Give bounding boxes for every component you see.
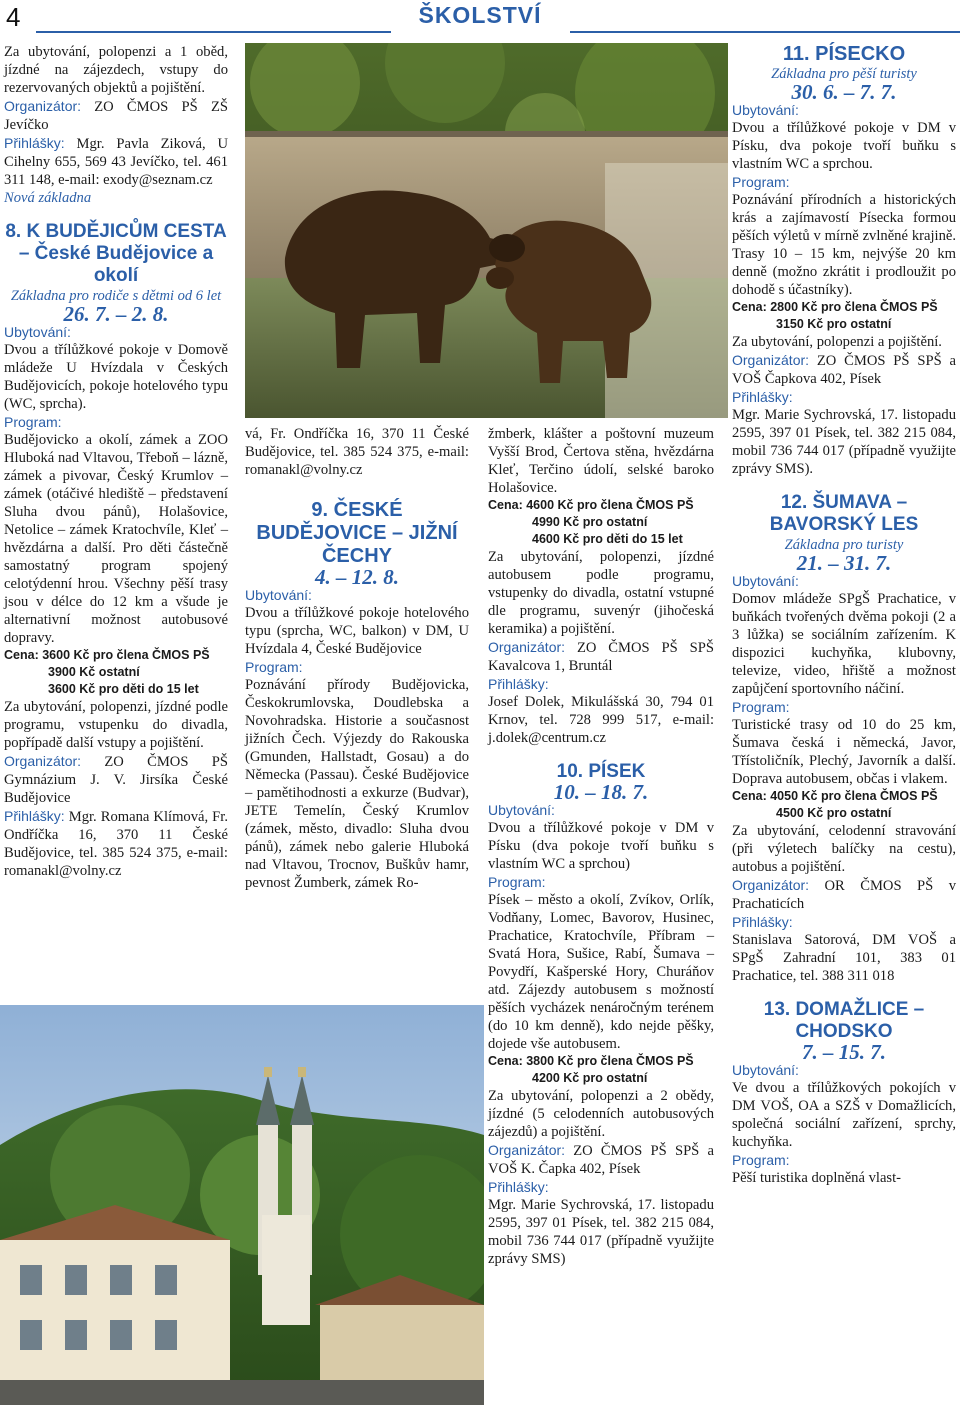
price-line: 4200 Kč pro ostatní [532, 1071, 648, 1085]
section-8-prihlasky: Mgr. Romana Klímová, Fr. Ondříčka 16, 370 11 České Budějovice, tel. 385 524 375, e-mail: romanakl@volny.cz [4, 809, 228, 879]
intro-new-base: Nová základna [4, 190, 92, 206]
org-label: Organizátor: [488, 639, 566, 655]
section-13-date: 7. – 15. 7. [802, 1040, 886, 1064]
header-rule-left [36, 31, 391, 33]
section-10-program: Písek – město a okolí, Zvíkov, Orlík, Vodňany, Lomec, Bavorov, Husinec, Prachatice, Kratochvíle, Příbram – Svatá Hora, Sušice, Rabí, Šumava – Povydří, Kašperské Hory, Churáňov atd. Zájezdy autobusem s možností pěších vycházek nenáročným terénem (do 10 km denně), kdo nejde pěšky, dojede vše autobusem. [488, 892, 714, 1052]
org-label: Organizátor: [4, 753, 82, 769]
cena-label: Cena: [732, 789, 767, 803]
page-number: 4 [6, 2, 21, 32]
section-12-subtitle: Základna pro turisty [784, 537, 904, 553]
price-line: 4600 Kč pro děti do 15 let [532, 532, 683, 546]
price-line: 4050 Kč pro člena ČMOS PŠ [770, 789, 938, 803]
section-12-includes: Za ubytování, celodenní stravování (při výletech balíčky na cestu), autobus a pojištění. [732, 823, 956, 875]
section-12-price [732, 788, 956, 822]
section-12-title: 12. ŠUMAVA – BAVORSKÝ LES [769, 492, 919, 535]
section-9-price [488, 497, 714, 548]
prih-label: Přihlášky: [732, 389, 793, 405]
section-9-prihlasky: Josef Dolek, Mikulášská 30, 794 01 Krnov, tel. 728 999 517, e-mail: j.dolek@centrum.cz [488, 694, 714, 746]
section-11-includes: Za ubytování, polopenzi a pojištění. [732, 334, 942, 350]
prih-label: Přihlášky: [4, 808, 65, 824]
org-label: Organizátor: [488, 1142, 566, 1158]
prih-label: Přihlášky: [732, 914, 793, 930]
column-4 [732, 43, 956, 1187]
column-3 [488, 425, 714, 1268]
section-11-title: 11. PÍSECKO [782, 43, 906, 65]
continuation: vá, Fr. Ondříčka 16, 370 11 České Budějovice, tel. 385 524 375, e-mail: romanakl@volny.cz [245, 426, 469, 478]
price-line: 4500 Kč pro ostatní [776, 806, 892, 820]
price-line: 3150 Kč pro ostatní [776, 317, 892, 331]
section-12-program: Turistické trasy od 10 do 25 km, Šumava česká i německá, Javor, Třístoličník, Plechý, Javorník a další. Doprava autobusem, občas i vlakem. [732, 717, 956, 787]
section-10-prihlasky: Mgr. Marie Sychrovská, 17. listopadu 2595, 397 01 Písek, tel. 382 215 084, mobil 736 744 017 (případně využijte zprávy SMS) [488, 1197, 714, 1267]
section-8-date: 26. 7. – 2. 8. [63, 302, 169, 326]
section-10-price [488, 1053, 714, 1087]
bears-photo [245, 43, 728, 418]
prih-label: Přihlášky: [488, 676, 549, 692]
column-2 [245, 425, 469, 892]
section-13-accommodation: Ve dvou a třílůžkových pokojích v DM VOŠ, OA a SZŠ v Domažlicích, společná sociální zařízení, sprchy, kuchyňka. [732, 1080, 956, 1150]
section-12-prihlasky: Stanislava Satorová, DM VOŠ a SPgŠ Zahradní 101, 383 01 Prachatice, tel. 388 311 018 [732, 932, 956, 984]
section-11-subtitle: Základna pro pěší turisty [771, 66, 917, 82]
price-line: 3900 Kč ostatní [48, 665, 140, 679]
section-10-accommodation: Dvou a třílůžkové pokoje v DM v Písku (dva pokoje tvoří buňku s vlastním WC a sprchou) [488, 820, 714, 872]
intro-prihlasky: Mgr. Pavla Ziková, U Cihelny 655, 569 43 Jevíčko, tel. 461 311 148, e-mail: exody@seznam.cz [4, 136, 228, 188]
section-8-price [4, 647, 228, 698]
program-label: Program: [488, 874, 546, 890]
ubyt-label: Ubytování: [732, 102, 799, 118]
section-8-accommodation: Dvou a třílůžkové pokoje v Domově mládeže U Hvízdala v Českých Budějovicích, pokoje hotelového typu (WC, sprcha). [4, 342, 228, 412]
section-9-program: Poznávání přírody Budějovicka, Českokrumlovska, Doudlebska a Novohradska. Historie a současnost jižních Čech. Výjezdy do Rakouska (Gmunden, Hallstadt, Gosau) a do Německa (Passau). České Budějovice – pamětihodnosti a exkurze (Budvar), JETE Temelín, Český Krumlov (zámek, město, divadlo: Sluha dvou pánů), zámek nebo galerie Hluboká nad Vltavou, Trocnov, Buškův hamr, pevnost Žumberk, zámek Ro- [245, 677, 469, 891]
program-label: Program: [245, 659, 303, 675]
section-12-accommodation: Domov mládeže SPgŠ Prachatice, v buňkách tvořených dvěma pokoji (2 a 3 lůžka) se sociálním zařízením. K dispozici kuchyňka, klubovny, televize, video, hřiště a možnost zapůjčení sportovního náčiní. [732, 591, 956, 697]
section-13-program: Pěší turistika doplněná vlast- [732, 1170, 902, 1186]
page-header [0, 0, 960, 34]
prih-label: Přihlášky: [488, 1179, 549, 1195]
ubyt-label: Ubytování: [488, 802, 555, 818]
price-line: 3600 Kč pro děti do 15 let [48, 682, 199, 696]
section-9-date: 4. – 12. 8. [315, 565, 399, 589]
section-12-organizer: OR ČMOS PŠ v Prachaticích [732, 878, 956, 912]
section-10-includes: Za ubytování, polopenzi a 2 obědy, jízdné (5 celodenních autobusových zájezdů) a pojištění. [488, 1088, 714, 1140]
section-11-prihlasky: Mgr. Marie Sychrovská, 17. listopadu 2595, 397 01 Písek, tel. 382 215 084, mobil 736 744 017 (případně využijte zprávy SMS). [732, 407, 956, 477]
section-8-subtitle: Základna pro rodiče s dětmi od 6 let [10, 288, 222, 304]
section-title: ŠKOLSTVÍ [418, 2, 542, 28]
ubyt-label: Ubytování: [245, 587, 312, 603]
program-label: Program: [732, 174, 790, 190]
section-9-program-end: žmberk, klášter a poštovní muzeum Vyšší Brod, Čertova stěna, hvězdárna Kleť, Terčino údolí, selské baroko Holašovice. [488, 426, 714, 496]
section-11-price [732, 299, 956, 333]
intro-text: Za ubytování, polopenzi a 1 oběd, jízdné na zájezdech, vstupy do rezervovaných objektů a pojištění. [4, 44, 228, 96]
ubyt-label: Ubytování: [732, 1062, 799, 1078]
cena-label: Cena: [488, 498, 523, 512]
section-9-includes: Za ubytování, polopenzi, jízdné autobusem podle programu, vstupenky do divadla, ostatní vstupné dle programu, suvenýr (jihočeská keramika) a pojištění. [488, 549, 714, 637]
intro-organizer: ZO ČMOS PŠ ZŠ Jevíčko [4, 99, 228, 133]
section-10-date: 10. – 18. 7. [553, 780, 649, 804]
section-11-accommodation: Dvou a třílůžkové pokoje v DM v Písku, dva pokoje tvoří buňku s vlastním WC a sprchou. [732, 120, 956, 172]
price-line: 4600 Kč pro člena ČMOS PŠ [526, 498, 694, 512]
section-8-title: 8. K BUDĚJICŮM CESTA – České Budějovice a okolí [5, 221, 227, 286]
section-11-organizer: ZO ČMOS PŠ SPŠ a VOŠ Čapkova 402, Písek [732, 353, 956, 387]
prih-label: Přihlášky: [4, 135, 65, 151]
section-10-organizer: ZO ČMOS PŠ SPŠ a VOŠ K. Čapka 402, Písek [488, 1143, 714, 1177]
cena-label: Cena: [4, 648, 39, 662]
program-label: Program: [732, 699, 790, 715]
cena-label: Cena: [488, 1054, 523, 1068]
section-9-title: 9. ČESKÉ BUDĚJOVICE – JIŽNÍ ČECHY [256, 499, 458, 567]
column-1 [4, 43, 228, 880]
price-line: 3800 Kč pro člena ČMOS PŠ [526, 1054, 694, 1068]
cena-label: Cena: [732, 300, 767, 314]
ubyt-label: Ubytování: [732, 573, 799, 589]
price-line: 4990 Kč pro ostatní [532, 515, 648, 529]
section-11-program: Poznávání přírodních a historických krás a zajímavostí Písecka formou pěších výletů v mírně zvlněné krajině. Trasy 10 – 15 km, nejvýše 20 km denně (možno zkrátit i prodloužit po dohodě s účastníky). [732, 192, 956, 298]
town-photo [0, 1005, 484, 1405]
section-8-organizer: ZO ČMOS PŠ Gymnázium J. V. Jirsíka České Budějovice [4, 754, 228, 806]
section-8-program: Budějovicko a okolí, zámek a ZOO Hluboká nad Vltavou, Třeboň – lázně, zámek a pivovar, Český Krumlov – zámek (otáčivé hlediště – představení Sluha dvou pánů), Holašovice, Netolice – zámek Kratochvíle, Kleť – hvězdárna a další. Pro děti částečně samostatný program spojený celotýdenní hrou. Všechny pěší trasy jsou v délce do 12 km a všude je alternativní možnost autobusové dopravy. [4, 432, 228, 646]
section-9-accommodation: Dvou a třílůžkové pokoje hotelového typu (sprcha, WC, balkon) v DM, U Hvízdala 4, České Budějovice [245, 605, 469, 657]
org-label: Organizátor: [732, 877, 810, 893]
section-8-includes: Za ubytování, polopenzi, jízdné podle programu, vstupenku do divadla, popřípadě další vstupy a pojištění. [4, 699, 228, 751]
section-10-title: 10. PÍSEK [556, 761, 646, 782]
program-label: Program: [732, 1152, 790, 1168]
section-9-organizer: ZO ČMOS PŠ SPŠ Kavalcova 1, Bruntál [488, 640, 714, 674]
section-13-title: 13. DOMAŽLICE – CHODSKO [763, 999, 925, 1042]
section-11-date: 30. 6. – 7. 7. [791, 80, 897, 104]
org-label: Organizátor: [4, 98, 82, 114]
org-label: Organizátor: [732, 352, 810, 368]
price-line: 2800 Kč pro člena ČMOS PŠ [770, 300, 938, 314]
ubyt-label: Ubytování: [4, 324, 71, 340]
header-rule-right [570, 31, 960, 33]
section-12-date: 21. – 31. 7. [796, 551, 892, 575]
price-line: 3600 Kč pro člena ČMOS PŠ [42, 648, 210, 662]
program-label: Program: [4, 414, 62, 430]
